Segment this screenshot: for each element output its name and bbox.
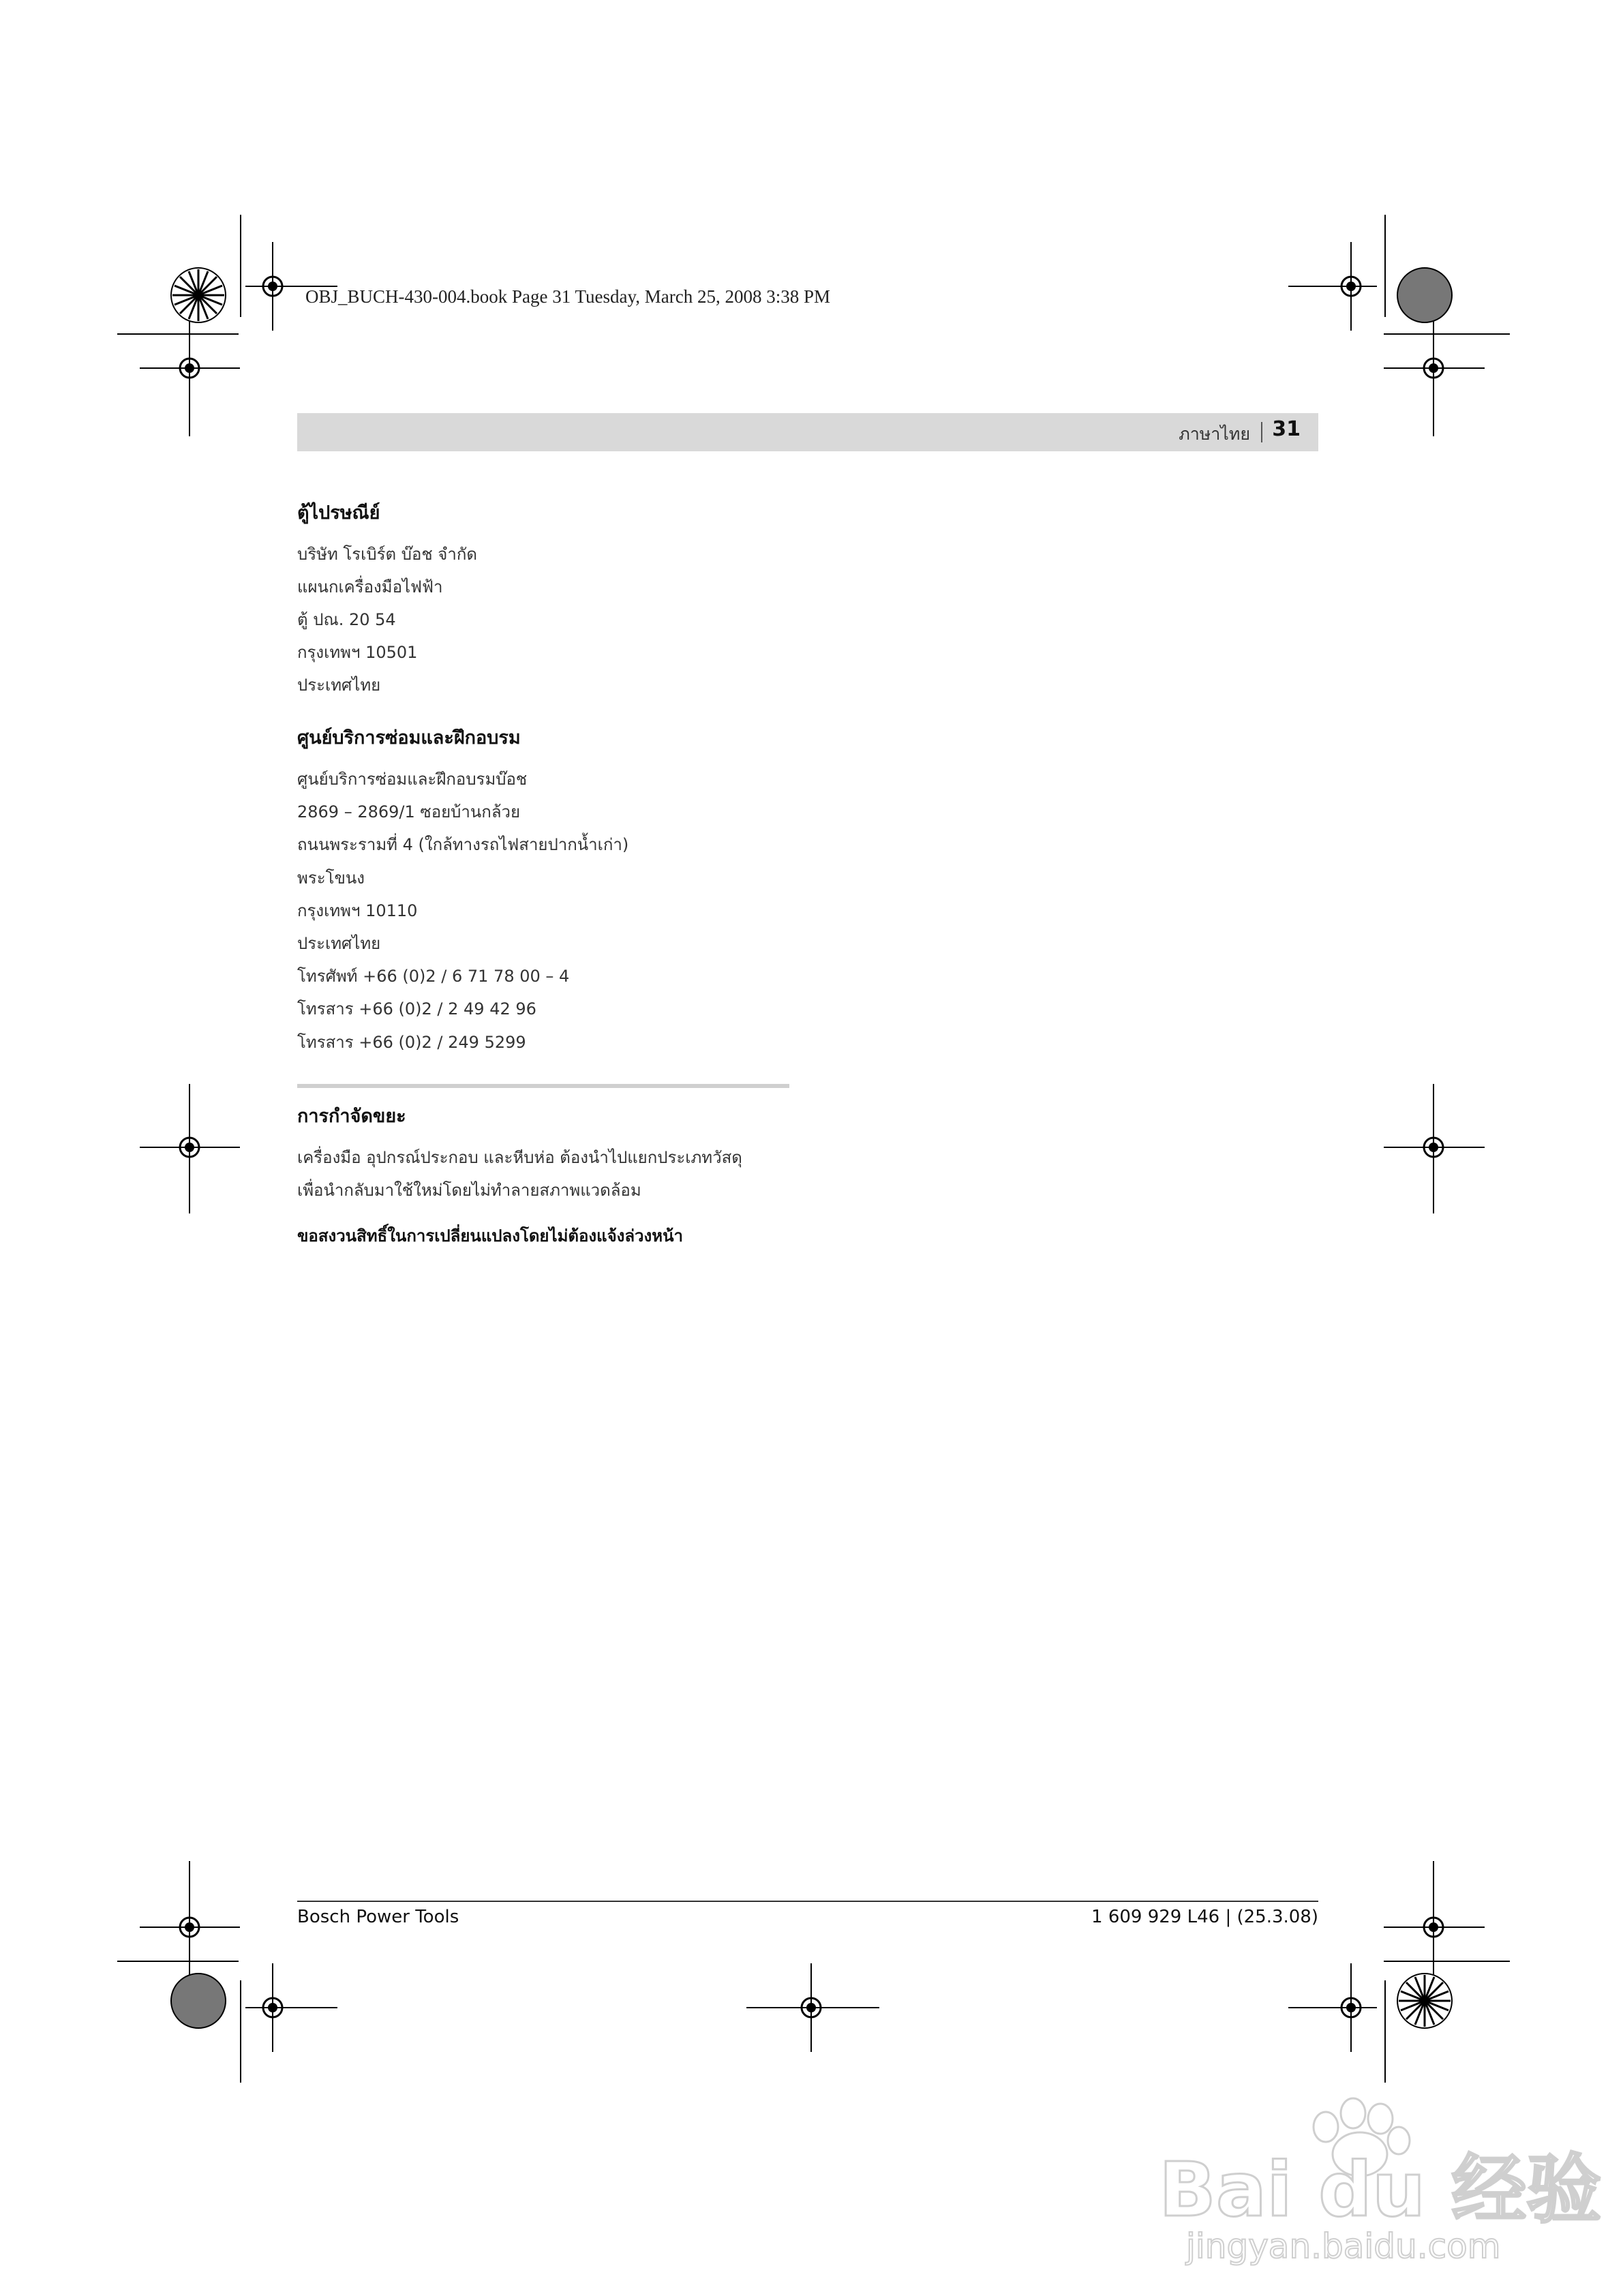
watermark-brand: Bai du 经验 bbox=[1159, 2146, 1602, 2233]
service-line: โทรสาร +66 (0)2 / 2 49 42 96 bbox=[297, 999, 536, 1018]
starburst-bottom-right bbox=[1397, 1974, 1452, 2028]
gray-disc-top-right bbox=[1397, 268, 1452, 322]
registration-mark-top-right bbox=[1288, 215, 1510, 436]
footer-rule bbox=[297, 1901, 1318, 1902]
mailbox-line: ตู้ ปณ. 20 54 bbox=[297, 610, 396, 629]
registration-mark-top-left bbox=[117, 215, 337, 436]
section-title-mailbox: ตู้ไปรษณีย์ bbox=[297, 502, 380, 524]
header-language: ภาษาไทย bbox=[1179, 424, 1250, 444]
service-line: โทรศัพท์ +66 (0)2 / 6 71 78 00 – 4 bbox=[297, 967, 570, 986]
section-title-service: ศูนย์บริการซ่อมและฝึกอบรม bbox=[297, 727, 521, 749]
footer-document-code: 1 609 929 L46 | (25.3.08) bbox=[1091, 1907, 1318, 1927]
service-line: พระโขนง bbox=[297, 868, 365, 888]
gray-disc-bottom-left bbox=[171, 1974, 226, 2028]
footer-brand: Bosch Power Tools bbox=[297, 1907, 459, 1927]
service-line: ถนนพระรามที่ 4 (ใกล้ทางรถไฟสายปากน้ำเก่า) bbox=[297, 835, 629, 854]
mailbox-line: แผนกเครื่องมือไฟฟ้า bbox=[297, 577, 443, 596]
page-header bbox=[297, 413, 1318, 451]
section-divider bbox=[297, 1084, 789, 1088]
watermark-url: jingyan.baidu.com bbox=[1186, 2226, 1501, 2266]
print-slug: OBJ_BUCH-430-004.book Page 31 Tuesday, March 25, 2008 3:38 PM bbox=[305, 286, 831, 307]
change-notice: ขอสงวนสิทธิ์ในการเปลี่ยนแปลงโดยไม่ต้องแจ้งล่วงหน้า bbox=[297, 1226, 683, 1245]
section-title-disposal: การกำจัดขยะ bbox=[297, 1106, 406, 1127]
disposal-line: เพื่อนำกลับมาใช้ใหม่โดยไม่ทำลายสภาพแวดล้อม bbox=[297, 1181, 641, 1200]
service-line: กรุงเทพฯ 10110 bbox=[297, 901, 418, 920]
baidu-watermark bbox=[1159, 2086, 1602, 2266]
registration-mark-bottom-right bbox=[1288, 1861, 1510, 2083]
service-line: 2869 – 2869/1 ซอยบ้านกล้วย bbox=[297, 802, 521, 821]
registration-mark-bottom-left bbox=[117, 1861, 337, 2083]
service-line: ศูนย์บริการซ่อมและฝึกอบรมบ๊อช bbox=[297, 770, 528, 789]
header-separator bbox=[1261, 422, 1262, 442]
service-line: โทรสาร +66 (0)2 / 249 5299 bbox=[297, 1033, 526, 1052]
disposal-line: เครื่องมือ อุปกรณ์ประกอบ และหีบห่อ ต้องนำไปแยกประเภทวัสดุ bbox=[297, 1148, 742, 1167]
service-line: ประเทศไทย bbox=[297, 934, 381, 953]
page-number: 31 bbox=[1272, 417, 1301, 441]
mailbox-line: บริษัท โรเบิร์ต บ๊อช จำกัด bbox=[297, 545, 477, 564]
mailbox-line: ประเทศไทย bbox=[297, 676, 381, 695]
mailbox-line: กรุงเทพฯ 10501 bbox=[297, 643, 418, 662]
starburst-top-left bbox=[171, 268, 226, 322]
